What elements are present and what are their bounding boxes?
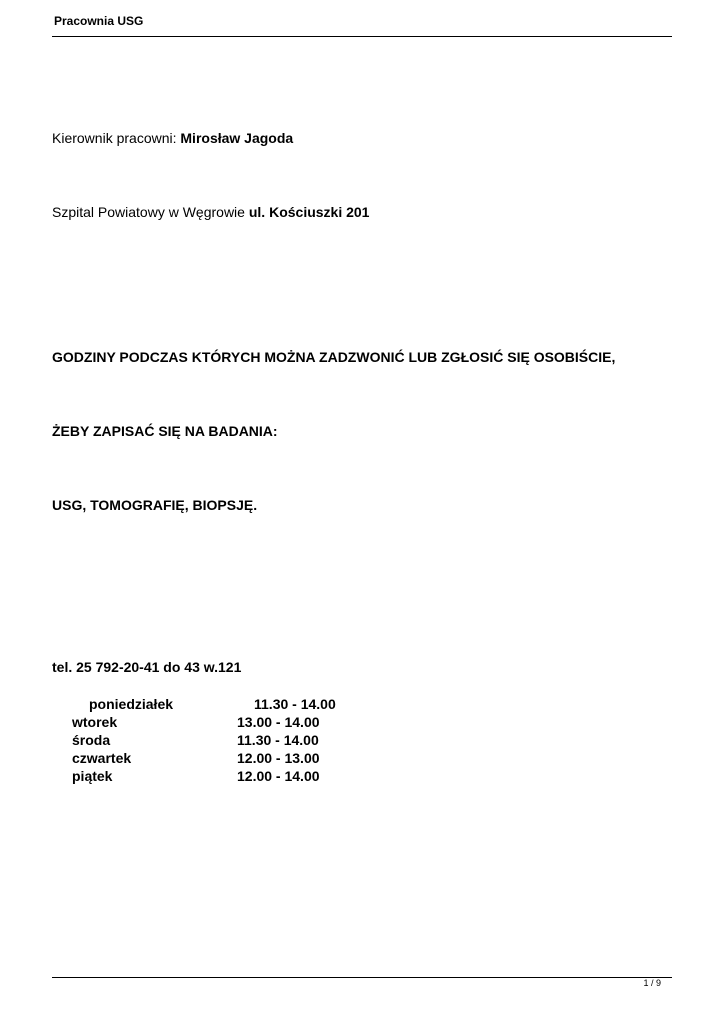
schedule-day: poniedziałek bbox=[89, 696, 174, 712]
schedule-day: piątek bbox=[72, 768, 113, 784]
schedule-day: wtorek bbox=[72, 714, 118, 730]
schedule-hours: 12.00 - 13.00 bbox=[237, 750, 320, 766]
hospital-address: ul. Kościuszki 201 bbox=[248, 204, 370, 220]
notice-line-1: GODZINY PODCZAS KTÓRYCH MOŻNA ZADZWONIĆ LUB ZGŁOSIĆ SIĘ OSOBIŚCIE, bbox=[52, 349, 616, 365]
schedule-hours: 13.00 - 14.00 bbox=[237, 714, 320, 730]
footer-divider bbox=[52, 977, 672, 978]
page-header-title: Pracownia USG bbox=[54, 14, 144, 28]
schedule-day: czwartek bbox=[72, 750, 132, 766]
header-divider bbox=[52, 36, 672, 37]
notice-line-3: USG, TOMOGRAFIĘ, BIOPSJĘ. bbox=[52, 497, 258, 513]
manager-name: Mirosław Jagoda bbox=[180, 130, 294, 146]
hospital-line bbox=[52, 204, 369, 220]
schedule-day: środa bbox=[72, 732, 111, 748]
manager-label: Kierownik pracowni: bbox=[52, 130, 181, 146]
schedule-hours: 11.30 - 14.00 bbox=[237, 732, 319, 748]
manager-line bbox=[52, 130, 293, 146]
phone-number: tel. 25 792-20-41 do 43 w.121 bbox=[52, 659, 242, 675]
schedule-hours: 11.30 - 14.00 bbox=[254, 696, 336, 712]
schedule-hours: 12.00 - 14.00 bbox=[237, 768, 320, 784]
page-number: 1 / 9 bbox=[643, 978, 661, 988]
notice-line-2: ŻEBY ZAPISAĆ SIĘ NA BADANIA: bbox=[52, 423, 278, 439]
hospital-name: Szpital Powiatowy w Węgrowie bbox=[52, 204, 249, 220]
